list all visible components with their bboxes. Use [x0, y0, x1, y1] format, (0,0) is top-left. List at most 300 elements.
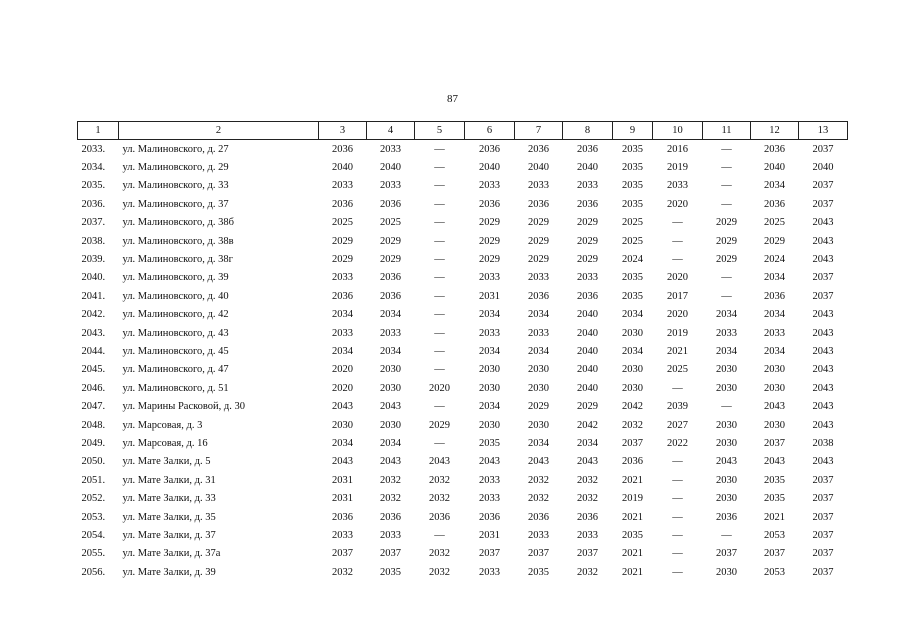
year-cell: —	[434, 345, 445, 357]
year-cell: 2030	[622, 364, 643, 376]
year-cell: 2033	[764, 327, 785, 339]
year-cell: 2037	[764, 548, 785, 560]
year-cell: 2033	[667, 180, 688, 192]
row-number: 2036.	[81, 198, 106, 210]
year-cell: 2030	[716, 566, 737, 578]
year-cell: 2033	[528, 180, 549, 192]
year-cell: 2024	[764, 254, 785, 266]
year-cell: 2040	[577, 309, 598, 321]
year-cell: 2037	[812, 474, 834, 486]
table-row	[78, 214, 848, 232]
year-cell: 2036	[764, 198, 785, 210]
year-cell: 2043	[429, 456, 450, 468]
address-cell: ул. Малиновского, д. 27	[122, 143, 229, 155]
year-cell: 2043	[332, 456, 353, 468]
year-cell: 2020	[429, 382, 450, 394]
year-cell: 2053	[764, 529, 785, 541]
year-cell: 2032	[380, 474, 401, 486]
column-header-9: 9	[613, 122, 653, 140]
year-cell: —	[721, 198, 732, 210]
year-cell: 2036	[764, 143, 785, 155]
year-cell: 2036	[479, 198, 500, 210]
year-cell: 2034	[528, 345, 549, 357]
address-cell: ул. Малиновского, д. 37	[122, 198, 229, 210]
year-cell: 2034	[528, 437, 549, 449]
year-cell: 2043	[812, 401, 834, 413]
row-number: 2045.	[81, 364, 106, 376]
year-cell: —	[434, 235, 445, 247]
year-cell: 2033	[380, 327, 401, 339]
year-cell: 2034	[577, 437, 598, 449]
year-cell: 2021	[622, 548, 643, 560]
year-cell: 2032	[577, 566, 598, 578]
year-cell: 2037	[812, 511, 834, 523]
year-cell: 2037	[764, 437, 785, 449]
year-cell: 2043	[812, 345, 834, 357]
year-cell: 2033	[479, 180, 500, 192]
year-cell: 2029	[479, 217, 500, 229]
address-cell: ул. Мате Залки, д. 33	[122, 493, 216, 505]
table-row	[78, 232, 848, 250]
year-cell: 2043	[812, 382, 834, 394]
year-cell: 2036	[429, 511, 450, 523]
year-cell: 2043	[380, 401, 401, 413]
year-cell: 2037	[716, 548, 737, 560]
table-row	[78, 471, 848, 489]
year-cell: —	[434, 254, 445, 266]
year-cell: —	[672, 235, 683, 247]
year-cell: 2043	[716, 456, 737, 468]
year-cell: 2035	[622, 290, 643, 302]
year-cell: 2020	[332, 364, 353, 376]
column-header-10: 10	[653, 122, 703, 140]
year-cell: 2043	[764, 401, 785, 413]
row-number: 2035.	[81, 180, 106, 192]
year-cell: 2021	[667, 345, 688, 357]
year-cell: 2040	[577, 345, 598, 357]
year-cell: 2029	[528, 254, 549, 266]
year-cell: —	[672, 382, 683, 394]
year-cell: —	[434, 309, 445, 321]
year-cell: 2036	[577, 198, 598, 210]
row-number: 2049.	[81, 437, 106, 449]
year-cell: 2036	[332, 198, 353, 210]
year-cell: —	[434, 327, 445, 339]
year-cell: 2031	[479, 529, 500, 541]
year-cell: 2035	[764, 474, 785, 486]
year-cell: 2025	[667, 364, 688, 376]
address-cell: ул. Малиновского, д. 29	[122, 162, 229, 174]
year-cell: 2020	[667, 309, 688, 321]
year-cell: 2039	[667, 401, 688, 413]
year-cell: 2032	[429, 566, 450, 578]
address-cell: ул. Марсовая, д. 3	[122, 419, 203, 431]
year-cell: 2033	[528, 529, 549, 541]
year-cell: —	[721, 529, 732, 541]
year-cell: 2016	[667, 143, 688, 155]
year-cell: 2017	[667, 290, 688, 302]
year-cell: 2033	[716, 327, 737, 339]
column-header-12: 12	[751, 122, 799, 140]
year-cell: 2043	[812, 235, 834, 247]
row-number: 2037.	[81, 217, 106, 229]
year-cell: 2043	[812, 327, 834, 339]
year-cell: 2034	[764, 272, 785, 284]
year-cell: 2043	[812, 364, 834, 376]
year-cell: 2030	[764, 382, 785, 394]
year-cell: 2025	[380, 217, 401, 229]
year-cell: 2036	[577, 290, 598, 302]
year-cell: —	[672, 456, 683, 468]
year-cell: 2029	[528, 235, 549, 247]
year-cell: 2033	[332, 180, 353, 192]
year-cell: 2032	[429, 493, 450, 505]
table-row	[78, 287, 848, 305]
address-cell: ул. Малиновского, д. 39	[122, 272, 229, 284]
year-cell: 2037	[332, 548, 353, 560]
table-row	[78, 250, 848, 268]
row-number: 2039.	[81, 254, 106, 266]
year-cell: 2033	[479, 327, 500, 339]
address-cell: ул. Малиновского, д. 45	[122, 345, 229, 357]
year-cell: 2036	[577, 511, 598, 523]
year-cell: 2034	[716, 309, 737, 321]
year-cell: 2037	[812, 493, 834, 505]
year-cell: 2033	[577, 180, 598, 192]
year-cell: 2032	[332, 566, 353, 578]
year-cell: 2033	[479, 493, 500, 505]
year-cell: 2040	[577, 382, 598, 394]
year-cell: 2030	[716, 419, 737, 431]
row-number: 2040.	[81, 272, 106, 284]
year-cell: 2034	[380, 437, 401, 449]
year-cell: 2037	[577, 548, 598, 560]
column-header-6: 6	[465, 122, 515, 140]
year-cell: 2029	[332, 254, 353, 266]
year-cell: 2034	[332, 437, 353, 449]
year-cell: —	[672, 511, 683, 523]
year-cell: 2043	[812, 217, 834, 229]
year-cell: 2036	[528, 198, 549, 210]
year-cell: —	[672, 474, 683, 486]
year-cell: 2043	[812, 309, 834, 321]
row-number: 2054.	[81, 529, 106, 541]
year-cell: 2032	[380, 493, 401, 505]
year-cell: 2034	[479, 401, 500, 413]
year-cell: 2033	[332, 272, 353, 284]
row-number: 2034.	[81, 162, 106, 174]
page-number: 87	[447, 93, 458, 105]
address-cell: ул. Мате Залки, д. 35	[122, 511, 216, 523]
year-cell: 2033	[479, 474, 500, 486]
row-number: 2051.	[81, 474, 106, 486]
year-cell: 2032	[429, 548, 450, 560]
year-cell: 2037	[380, 548, 401, 560]
year-cell: 2036	[528, 290, 549, 302]
address-cell: ул. Мате Залки, д. 37а	[122, 548, 221, 560]
table-row	[78, 508, 848, 526]
year-cell: 2029	[577, 254, 598, 266]
year-cell: —	[434, 162, 445, 174]
year-cell: 2035	[622, 143, 643, 155]
year-cell: 2037	[812, 272, 834, 284]
year-cell: 2040	[528, 162, 549, 174]
year-cell: 2036	[528, 143, 549, 155]
year-cell: 2031	[332, 474, 353, 486]
row-number: 2046.	[81, 382, 106, 394]
year-cell: 2030	[479, 382, 500, 394]
year-cell: —	[434, 437, 445, 449]
year-cell: 2037	[528, 548, 549, 560]
year-cell: —	[672, 254, 683, 266]
year-cell: 2027	[667, 419, 688, 431]
year-cell: 2021	[622, 511, 643, 523]
year-cell: 2025	[332, 217, 353, 229]
year-cell: 2042	[577, 419, 598, 431]
year-cell: —	[434, 143, 445, 155]
year-cell: 2036	[577, 143, 598, 155]
year-cell: 2053	[764, 566, 785, 578]
year-cell: 2035	[528, 566, 549, 578]
year-cell: 2020	[667, 198, 688, 210]
year-cell: 2030	[764, 419, 785, 431]
address-cell: ул. Малиновского, д. 38в	[122, 235, 234, 247]
table-row	[78, 361, 848, 379]
year-cell: 2040	[577, 327, 598, 339]
year-cell: 2034	[622, 345, 643, 357]
column-header-13: 13	[799, 122, 848, 140]
year-cell: 2037	[812, 566, 834, 578]
year-cell: 2030	[716, 364, 737, 376]
table-row	[78, 269, 848, 287]
year-cell: 2038	[812, 437, 834, 449]
year-cell: 2036	[479, 143, 500, 155]
row-number: 2055.	[81, 548, 106, 560]
address-cell: ул. Малиновского, д. 43	[122, 327, 229, 339]
row-number: 2043.	[81, 327, 106, 339]
year-cell: 2019	[622, 493, 643, 505]
header-row	[78, 122, 848, 140]
year-cell: 2036	[332, 290, 353, 302]
year-cell: 2020	[667, 272, 688, 284]
year-cell: 2030	[380, 364, 401, 376]
year-cell: 2033	[479, 272, 500, 284]
column-header-7: 7	[515, 122, 563, 140]
year-cell: 2029	[716, 254, 737, 266]
year-cell: 2040	[812, 162, 834, 174]
year-cell: 2025	[764, 217, 785, 229]
year-cell: 2031	[479, 290, 500, 302]
year-cell: 2030	[716, 493, 737, 505]
year-cell: 2040	[577, 364, 598, 376]
year-cell: 2036	[528, 511, 549, 523]
column-header-2: 2	[119, 122, 319, 140]
row-number: 2050.	[81, 456, 106, 468]
year-cell: —	[434, 401, 445, 413]
year-cell: 2043	[528, 456, 549, 468]
year-cell: 2036	[479, 511, 500, 523]
year-cell: 2034	[716, 345, 737, 357]
year-cell: —	[434, 198, 445, 210]
year-cell: 2035	[622, 529, 643, 541]
table-row	[78, 195, 848, 213]
year-cell: 2032	[528, 493, 549, 505]
table-row	[78, 526, 848, 544]
year-cell: 2019	[667, 162, 688, 174]
year-cell: 2036	[332, 511, 353, 523]
year-cell: 2019	[667, 327, 688, 339]
year-cell: —	[434, 180, 445, 192]
year-cell: 2030	[479, 419, 500, 431]
address-cell: ул. Мате Залки, д. 37	[122, 529, 216, 541]
year-cell: 2034	[332, 345, 353, 357]
row-number: 2053.	[81, 511, 106, 523]
year-cell: 2037	[479, 548, 500, 560]
table-row	[78, 489, 848, 507]
year-cell: 2034	[332, 309, 353, 321]
year-cell: 2034	[764, 309, 785, 321]
year-cell: 2034	[528, 309, 549, 321]
row-number: 2042.	[81, 309, 106, 321]
year-cell: 2032	[528, 474, 549, 486]
year-cell: —	[434, 364, 445, 376]
address-cell: ул. Мате Залки, д. 31	[122, 474, 216, 486]
address-cell: ул. Мате Залки, д. 5	[122, 456, 211, 468]
year-cell: 2043	[577, 456, 598, 468]
year-cell: 2029	[380, 235, 401, 247]
year-cell: 2035	[380, 566, 401, 578]
year-cell: 2036	[380, 290, 401, 302]
year-cell: 2029	[479, 235, 500, 247]
year-cell: 2030	[528, 382, 549, 394]
year-cell: —	[672, 493, 683, 505]
year-cell: 2032	[429, 474, 450, 486]
year-cell: 2030	[622, 382, 643, 394]
year-cell: 2021	[622, 566, 643, 578]
year-cell: 2029	[479, 254, 500, 266]
year-cell: —	[721, 401, 732, 413]
table-row	[78, 140, 848, 159]
year-cell: 2034	[479, 345, 500, 357]
year-cell: 2040	[577, 162, 598, 174]
year-cell: 2040	[380, 162, 401, 174]
year-cell: 2036	[764, 290, 785, 302]
year-cell: 2037	[812, 290, 834, 302]
year-cell: 2034	[764, 345, 785, 357]
table-row	[78, 434, 848, 452]
year-cell: 2032	[577, 474, 598, 486]
year-cell: 2033	[528, 272, 549, 284]
table-row	[78, 158, 848, 176]
year-cell: 2033	[332, 327, 353, 339]
year-cell: 2035	[622, 198, 643, 210]
table-row	[78, 397, 848, 415]
year-cell: 2034	[380, 345, 401, 357]
year-cell: 2043	[812, 456, 834, 468]
column-header-11: 11	[703, 122, 751, 140]
year-cell: 2030	[380, 419, 401, 431]
year-cell: 2043	[812, 254, 834, 266]
year-cell: 2030	[716, 474, 737, 486]
year-cell: 2036	[622, 456, 643, 468]
year-cell: 2033	[380, 143, 401, 155]
year-cell: 2040	[764, 162, 785, 174]
year-cell: —	[672, 217, 683, 229]
table-row	[78, 563, 848, 581]
table-row	[78, 324, 848, 342]
year-cell: —	[672, 548, 683, 560]
row-number: 2038.	[81, 235, 106, 247]
year-cell: 2035	[622, 162, 643, 174]
table-row	[78, 545, 848, 563]
year-cell: 2036	[380, 198, 401, 210]
year-cell: 2030	[716, 382, 737, 394]
year-cell: 2033	[380, 529, 401, 541]
year-cell: 2029	[332, 235, 353, 247]
year-cell: 2030	[764, 364, 785, 376]
address-cell: ул. Малиновского, д. 40	[122, 290, 229, 302]
row-number: 2044.	[81, 345, 106, 357]
year-cell: 2037	[812, 529, 834, 541]
row-number: 2041.	[81, 290, 106, 302]
year-cell: 2030	[332, 419, 353, 431]
row-number: 2052.	[81, 493, 106, 505]
year-cell: 2029	[429, 419, 450, 431]
year-cell: 2036	[332, 143, 353, 155]
year-cell: 2032	[577, 493, 598, 505]
year-cell: 2042	[622, 401, 643, 413]
year-cell: —	[721, 143, 732, 155]
year-cell: 2043	[812, 419, 834, 431]
year-cell: 2025	[622, 235, 643, 247]
year-cell: 2033	[380, 180, 401, 192]
year-cell: 2021	[622, 474, 643, 486]
table-row	[78, 342, 848, 360]
year-cell: —	[434, 217, 445, 229]
year-cell: 2036	[716, 511, 737, 523]
address-cell: ул. Марсовая, д. 16	[122, 437, 208, 449]
year-cell: 2034	[479, 309, 500, 321]
year-cell: 2029	[577, 217, 598, 229]
year-cell: 2030	[528, 364, 549, 376]
year-cell: 2043	[479, 456, 500, 468]
column-header-8: 8	[563, 122, 613, 140]
year-cell: 2037	[622, 437, 643, 449]
row-number: 2056.	[81, 566, 106, 578]
table-row	[78, 379, 848, 397]
address-cell: ул. Марины Расковой, д. 30	[122, 401, 246, 413]
year-cell: 2043	[332, 401, 353, 413]
year-cell: 2031	[332, 493, 353, 505]
year-cell: 2025	[622, 217, 643, 229]
year-cell: 2029	[764, 235, 785, 247]
address-cell: ул. Малиновского, д. 42	[122, 309, 229, 321]
year-cell: 2022	[667, 437, 688, 449]
year-cell: 2037	[812, 143, 834, 155]
year-cell: —	[434, 529, 445, 541]
year-cell: 2030	[622, 327, 643, 339]
year-cell: —	[434, 290, 445, 302]
year-cell: 2043	[764, 456, 785, 468]
table-row	[78, 416, 848, 434]
year-cell: 2029	[577, 235, 598, 247]
table-row	[78, 177, 848, 195]
year-cell: —	[721, 180, 732, 192]
table-body	[78, 140, 848, 582]
row-number: 2033.	[81, 143, 106, 155]
address-cell: ул. Малиновского, д. 38г	[122, 254, 233, 266]
year-cell: —	[721, 162, 732, 174]
